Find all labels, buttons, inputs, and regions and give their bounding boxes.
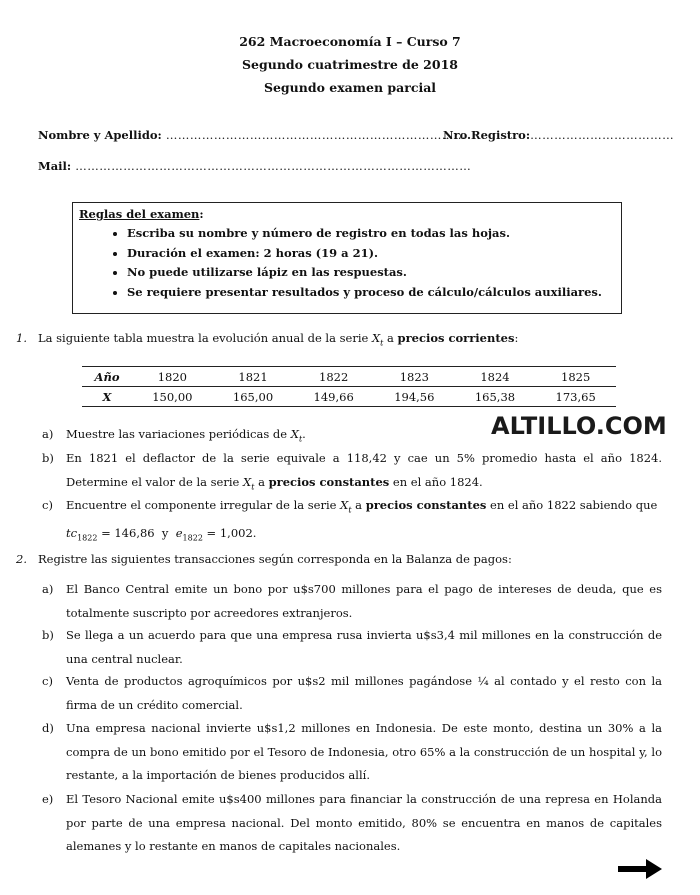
- q1b-text2: a: [254, 474, 269, 489]
- rule-item: • Se requiere presentar resultados y proceso de cálculo/cálculos auxiliares.: [127, 283, 615, 303]
- rules-list: [79, 224, 615, 302]
- mail-field: [38, 159, 471, 173]
- item-text: [66, 494, 662, 550]
- q1c-bold: precios constantes: [365, 498, 487, 512]
- q1-intro-var: X: [371, 331, 381, 345]
- registro-dots: ………………………………: [530, 128, 675, 142]
- item-letter: d): [42, 721, 54, 735]
- q1b-bold: precios constantes: [268, 474, 390, 489]
- q2-number: 2.: [16, 552, 27, 566]
- q1c-e-sub: 1822: [182, 533, 203, 543]
- rule-item: • Duración el examen: 2 horas (19 a 21).: [127, 244, 615, 264]
- q1-item-b: [42, 447, 662, 498]
- year-cell: 1820: [132, 367, 213, 387]
- year-cell: 1825: [535, 367, 616, 387]
- q2-item-c: [42, 670, 662, 717]
- q1c-text2: a: [351, 498, 366, 512]
- q1c-text3: en el año 1822 sabiendo que: [486, 498, 658, 512]
- year-cell: 1824: [455, 367, 536, 387]
- q2-intro: Registre las siguientes transacciones según corresponda en la Balanza de pagos:: [38, 552, 512, 566]
- q1c-tc-sub: 1822: [77, 533, 98, 543]
- item-letter: a): [42, 582, 54, 596]
- rules-title-suffix: :: [199, 207, 204, 221]
- item-text: El Tesoro Nacional emite u$s400 millones para financiar la construcción de una represa en Holanda por parte de una empresa nacional. Del monto emitido, 80% se encuentra en manos de capitales alemanes y lo restante en manos de capitales nacionales.: [66, 792, 662, 853]
- q1-intro-bold: precios corrientes: [397, 331, 515, 345]
- rule-item: • Escriba su nombre y número de registro en todas las hojas.: [127, 224, 615, 244]
- series-table: [82, 366, 616, 407]
- q1-intro-text: La siguiente tabla muestra la evolución anual de la serie: [38, 331, 372, 345]
- item-text: [66, 447, 662, 498]
- q1a-sub: t: [298, 434, 303, 444]
- q1c-tc: tc: [66, 525, 78, 540]
- item-letter: c): [42, 498, 53, 512]
- q1a-post: .: [302, 427, 306, 441]
- q2-item-d: [42, 717, 662, 788]
- q1c-e: e: [175, 525, 183, 540]
- name-label: Nombre y Apellido:: [38, 128, 162, 142]
- year-cell: 1823: [374, 367, 455, 387]
- q1b-text3: en el año 1824.: [389, 474, 483, 489]
- item-letter: b): [42, 451, 54, 465]
- name-field: [38, 128, 466, 142]
- mail-dots: ………………………………………………………………………………………: [75, 159, 472, 173]
- course-title: 262 Macroeconomía I – Curso 7: [239, 34, 461, 49]
- altillo-watermark: ALTILLO.COM: [491, 412, 667, 440]
- rule-item: • No puede utilizarse lápiz en las respuestas.: [127, 263, 615, 283]
- arrow-right-icon: [618, 858, 662, 880]
- q1-intro: [38, 327, 518, 355]
- item-letter: e): [42, 792, 54, 806]
- table-row: [82, 387, 616, 407]
- q2-item-b: [42, 624, 662, 671]
- value-cell: 194,56: [374, 387, 455, 407]
- registro-field: [443, 128, 674, 142]
- table-header-row: [82, 367, 616, 387]
- value-cell: 173,65: [535, 387, 616, 407]
- q1a-text: Muestre las variaciones periódicas de: [66, 427, 291, 441]
- name-dots: …………………………………………………………………: [165, 128, 466, 142]
- q1b-text1: En 1821 el deflactor de la serie equivale a 118,42 y cae un 5% promedio hasta el año 1824. Determine el valor de la serie: [66, 451, 662, 489]
- q1-intro-post: :: [514, 331, 519, 345]
- value-cell: 165,00: [213, 387, 294, 407]
- mail-label: Mail:: [38, 159, 72, 173]
- q1b-sub: t: [251, 481, 255, 491]
- item-letter: b): [42, 628, 54, 642]
- year-cell: 1822: [293, 367, 374, 387]
- q1c-tc-val: = 146,86 y: [97, 525, 176, 540]
- year-cell: 1821: [213, 367, 294, 387]
- year-header: Año: [82, 367, 132, 387]
- value-cell: 150,00: [132, 387, 213, 407]
- q1b-var: X: [243, 474, 252, 489]
- value-cell: 165,38: [455, 387, 536, 407]
- q1-intro-sub: t: [380, 338, 384, 348]
- q1c-var: X: [340, 498, 349, 512]
- q1c-sub: t: [348, 505, 352, 515]
- q1c-text1: Encuentre el componente irregular de la serie: [66, 498, 341, 512]
- x-header: X: [82, 387, 132, 407]
- q2-item-a: [42, 578, 662, 625]
- value-cell: 149,66: [293, 387, 374, 407]
- registro-label: Nro.Registro:: [443, 128, 531, 142]
- item-text: Una empresa nacional invierte u$s1,2 millones en Indonesia. De este monto, destina un 30% a la compra de un bono emitido por el Tesoro de Indonesia, otro 65% a la construcción de un hospital y, lo restante, a la importación de bienes producidos allí.: [66, 721, 662, 782]
- semester-title: Segundo cuatrimestre de 2018: [242, 57, 458, 72]
- item-letter: c): [42, 674, 53, 688]
- item-text: Se llega a un acuerdo para que una empresa rusa invierta u$s3,4 mil millones en la construcción de una central nuclear.: [66, 628, 662, 666]
- item-text: El Banco Central emite un bono por u$s700 millones para el pago de intereses de deuda, que es totalmente suscripto por acreedores extranjeros.: [66, 582, 662, 620]
- rules-box: [72, 202, 622, 314]
- exam-title: Segundo examen parcial: [263, 80, 437, 95]
- q1-item-c: [42, 494, 662, 550]
- item-text: Venta de productos agroquímicos por u$s2 mil millones pagándose ¼ al contado y el resto con la firma de un crédito comercial.: [66, 674, 662, 712]
- q1c-e-val: = 1,002.: [202, 525, 257, 540]
- q1a-var: X: [290, 427, 299, 441]
- q2-item-e: [42, 788, 662, 859]
- rules-title-text: Reglas del examen: [79, 207, 200, 221]
- rules-title: [79, 205, 615, 223]
- item-letter: a): [42, 427, 54, 441]
- exam-header: [0, 30, 700, 99]
- q1-number: 1.: [16, 331, 27, 345]
- q1-intro-mid: a: [383, 331, 398, 345]
